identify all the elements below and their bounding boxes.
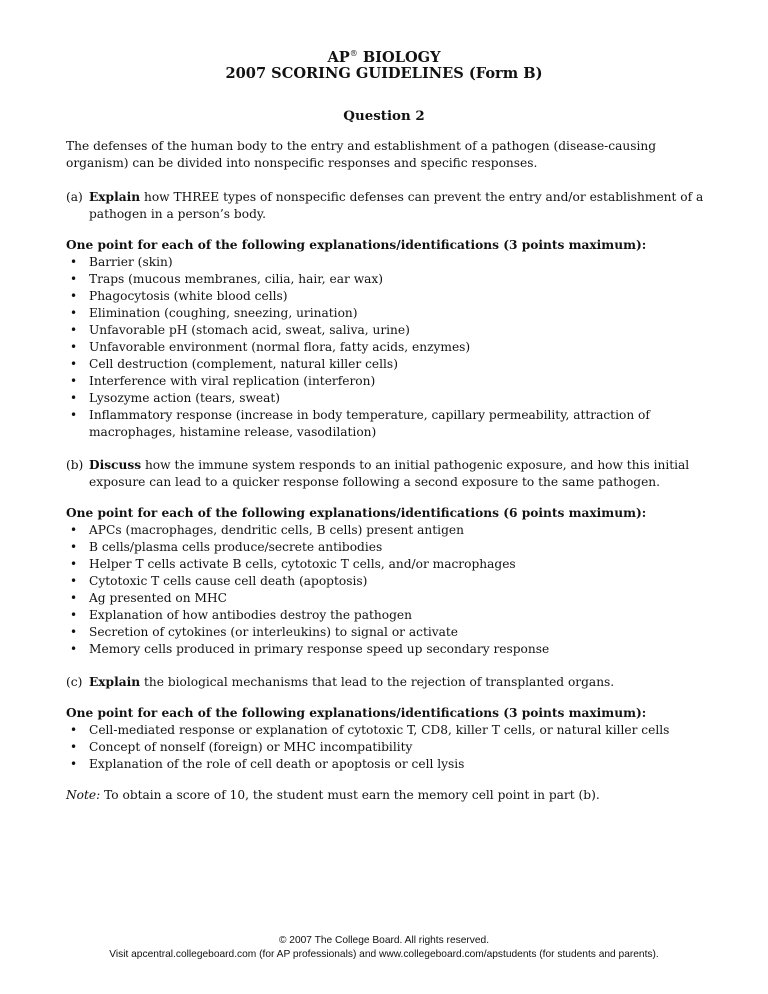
intro-paragraph: The defenses of the human body to the entry and establishment of a pathogen (disease-causing organism) can be divided into nonspecific responses and specific responses. [66, 139, 657, 170]
registered-mark: ® [349, 49, 358, 58]
note-label: Note: [66, 788, 101, 802]
list-item: • Lysozyme action (tears, sweat) [66, 390, 686, 407]
part-b-prompt [66, 457, 706, 491]
part-b-criteria: One point for each of the following explanations/identifications (6 points maximum): [66, 506, 647, 520]
part-verb: Discuss [89, 458, 142, 472]
footer-copyright: © 2007 The College Board. All rights reserved. [278, 935, 490, 946]
list-item: • Unfavorable environment (normal flora, fatty acids, enzymes) [66, 339, 686, 356]
note [66, 787, 706, 804]
title-suffix: BIOLOGY [357, 49, 441, 66]
list-item: • Cell-mediated response or explanation of cytotoxic T, CD8, killer T cells, or natural killer cells [66, 722, 686, 739]
part-prompt-text: the biological mechanisms that lead to the rejection of transplanted organs. [140, 675, 615, 689]
list-item: • Barrier (skin) [66, 254, 686, 271]
part-a-prompt [66, 189, 706, 223]
list-item: • Interference with viral replication (interferon) [66, 373, 686, 390]
part-label: (b) [66, 458, 84, 472]
list-item: • Memory cells produced in primary response speed up secondary response [66, 641, 686, 658]
part-c-list [66, 722, 686, 773]
part-prompt-text: how THREE types of nonspecific defenses can prevent the entry and/or establishment of a pathogen in a person’s body. [89, 190, 704, 221]
title-prefix: AP [327, 49, 350, 66]
part-c-criteria: One point for each of the following explanations/identifications (3 points maximum): [66, 706, 647, 720]
question-title: Question 2 [343, 108, 425, 124]
page-subtitle: 2007 SCORING GUIDELINES (Form B) [225, 65, 543, 82]
part-prompt-text: how the immune system responds to an initial pathogenic exposure, and how this initial exposure can lead to a quicker response following a second exposure to the same pathogen. [89, 458, 690, 489]
list-item: • Concept of nonself (foreign) or MHC incompatibility [66, 739, 686, 756]
part-a-list [66, 254, 686, 441]
list-item: • Phagocytosis (white blood cells) [66, 288, 686, 305]
list-item: • Cytotoxic T cells cause cell death (apoptosis) [66, 573, 686, 590]
list-item: • B cells/plasma cells produce/secrete antibodies [66, 539, 686, 556]
part-c-prompt [66, 674, 706, 691]
part-b-list [66, 522, 686, 658]
part-verb: Explain [89, 190, 141, 204]
list-item: • Traps (mucous membranes, cilia, hair, ear wax) [66, 271, 686, 288]
part-a-criteria: One point for each of the following explanations/identifications (3 points maximum): [66, 238, 647, 252]
footer-visit: Visit apcentral.collegeboard.com (for AP professionals) and www.collegeboard.com/apstudents (for students and parents). [109, 949, 659, 960]
list-item: • Helper T cells activate B cells, cytotoxic T cells, and/or macrophages [66, 556, 686, 573]
list-item: • Inflammatory response (increase in body temperature, capillary permeability, attraction of macrophages, histamine release, vasodilation) [66, 407, 686, 441]
list-item: • Elimination (coughing, sneezing, urination) [66, 305, 686, 322]
list-item: • APCs (macrophages, dendritic cells, B cells) present antigen [66, 522, 686, 539]
list-item: • Unfavorable pH (stomach acid, sweat, saliva, urine) [66, 322, 686, 339]
note-text: To obtain a score of 10, the student must earn the memory cell point in part (b). [100, 788, 600, 802]
list-item: • Secretion of cytokines (or interleukins) to signal or activate [66, 624, 686, 641]
list-item: • Explanation of the role of cell death or apoptosis or cell lysis [66, 756, 686, 773]
part-verb: Explain [89, 675, 141, 689]
list-item: • Ag presented on MHC [66, 590, 686, 607]
part-label: (a) [66, 190, 83, 204]
list-item: • Explanation of how antibodies destroy the pathogen [66, 607, 686, 624]
list-item: • Cell destruction (complement, natural killer cells) [66, 356, 686, 373]
part-label: (c) [66, 675, 83, 689]
